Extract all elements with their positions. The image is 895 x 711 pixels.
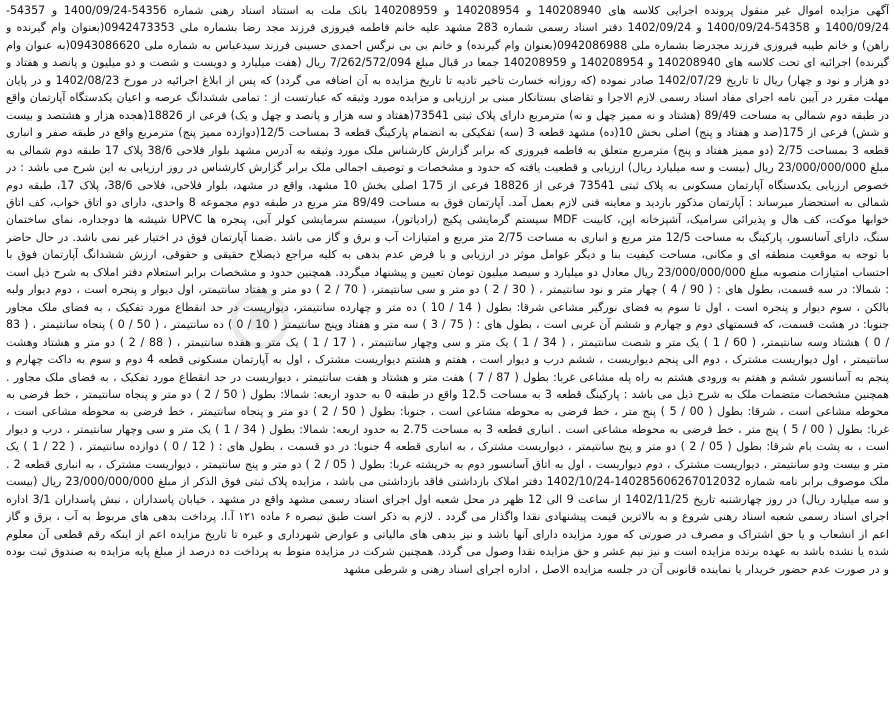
auction-notice-document <box>6 2 889 709</box>
notice-body-text: آگهی مزایده اموال غیر منقول پرونده اجرایی کلاسه های 140208940 و 140208954 و 140208959 بانک ملت به استناد اسناد رهنی شماره 54356-1400/09/24 و 54357-1400/09/24 و 54358-1400/09/24 و 1402/09/24 دفتر اسناد رسمی شماره 283 مشهد علیه خانم فاطمه فیروزی فرزند مجد رضا بشماره ملی 0942473353(بعنوان وام گیرنده و راهن) و خانم طیبه فیروزی فرزند مجدرضا بشماره ملی 0942086988(بعنوان وام گیرنده) و خانم بی بی نرگس احمدی حسینی فرزند سیدعباس به شماره ملی 0943086620(به عنوان وام گیرنده) اجرائیه ای تحت کلاسه های 140208940 و 140208954 و 140208959 جمعا در قبال مبلغ 7/262/572/094 ریال (هفت میلیارد و دویست و شصت و دو میلیون و پانصد و هفتاد و دو هزار و نود و چهار) ریال تا تاریخ 1402/07/29 صادر نموده (که روزانه خسارت تاخیر تادیه تا تاریخ مزایده به آن اضافه می گردد) که پس از ابلاغ اجرائیه در مورخ 1402/08/23 و در پایان مهلت مقرر در آیین نامه اجرای مفاد اسناد رسمی لازم الاجرا و تقاضای بستانکار مبنی بر ارزیابی و مزایده مورد وثیقه که عبارتست از : تمامی ششدانگ عرصه و اعیان یکدستگاه آپارتمان واقع در طبقه دوم شمالی به مساحت 89/49 (هشتاد و نه ممیز چهل و نه) مترمربع دارای پلاک ثبتی 73541(هفتاد و سه هزار و پانصد و چهل و یک) فرعی از 18826(هجده هزار و هشتصد و بیست و شش) فرعی از 175(صد و هفتاد و پنج) اصلی بخش 10(ده) مشهد قطعه 3 (سه) تفکیکی به انضمام پارکینگ قطعه 3 بمساحت 12/5(دوازده ممیز پنج) مترمربع واقع در طبقه صفر و انباری قطعه 3 بمساحت 2/75 (دو ممیز هفتاد و پنج) مترمربع متعلق به فاطمه فیروزی که برابر گزارش کارشناس ملک مورد وثیقه به آدرس مشهد بلوار فلاحی 38/6 پلاک 17 طبقه دوم شمالی به مبلغ 23/000/000/000 ریال (بیست و سه میلیارد ریال) ارزیابی و قطعیت یافته که حدود و مشخصات و توصیف اجمالی ملک برابر گزارش کارشناس در روز ارزیابی به این شرح می باشد : در خصوص ارزیابی یکدستگاه آپارتمان مسکونی به پلاک ثبتی 73541 فرعی از 18826 فرعی از 175 اصلی بخش 10 مشهد، واقع در مشهد، بلوار فلاحی، فلاحی 38/6، پلاک 17، طبقه دوم شمالی به استحضار میرساند : آپارتمان مذکور بازدید و معاینه فنی لازم بعمل آمد. آپارتمان فوق به مساحت 89/49 متر مربع در طبقه دوم مجموعه 8 واحدی، دارای دو اتاق خواب، کف اتاق خوابها موکت، کف هال و پذیرائی سرامیک، آشپزخانه اپن، کابینت MDF سیستم گرمایشی پکیج (رادیاتور)، سیستم سرمایشی کولر آبی، پنجره ها UPVC شیشه ها دوجداره، نمای ساختمان سنگ، دارای آسانسور، پارکینگ به مساحت 12/5 متر مربع و انباری به مساحت 2/75 متر مربع و امتیازات آب و برق و گاز می باشد .ضمنا آپارتمان فوق در اختیار غیر نمی باشد. در حال حاضر با توجه به موقعیت منطقه ای و مکانی، مساحت کیفیت بنا و دیگر عوامل موثر در ارزیابی و با فرض عدم بدهی به کلیه مراجع ذیصلاح حقیقی و حقوقی، ارزش ششدانگ آپارتمان فوق با احتساب امتیازات منصوبه مبلغ 23/000/000/000 ریال معادل دو میلیارد و سیصد میلیون تومان تعیین و پیشنهاد میگردد. همچنین حدود و مشخصات برابر استعلام دفتر املاک به شرح ذیل است : شمالا: در سه قسمت، بطول های : ( 90 / 4 ) چهار متر و نود سانتیمتر ، ( 30 / 2 ) دو متر و سی سانتیمتر، ( 70 / 2 ) دو متر و هفتاد سانتیمتر، اول دیوار و پنجره است ، دوم دیوار ولبه بالکن ، سوم دیوار و پنجره است ، اول تا سوم به فضای نورگیر مشاعی شرقا: بطول ( 14 / 10 ) ده متر و چهارده سانتیمتر، دیواریست در حد انقطاع مورد تفکیک ، به فضای ملک مجاور جنوبا: در هشت قسمت، که قسمتهای دوم و چهارم و ششم آن غربی است ، بطول های : ( 75 / 3 ) سه متر و هفتاد وپنج سانتیمتر ( 10 / 0 ) ده سانتیمتر ، ( 50 / 0 ) پنجاه سانتیمتر ، ( 83 / 0 ) هشتاد وسه سانتیمتر، ( 60 / 1 ) یک متر و شصت سانتیمتر ، ( 34 / 1 ) یک متر و سی وچهار سانتیمتر ، ( 17 / 1 ) یک متر و هفده سانتیمتر ، ( 88 / 2 ) دو متر و هشتاد وهشت سانتیمتر ، اول دیواریست مشترک ، دوم الی پنجم دیواریست ، ششم درب و دیوار است ، هفتم و هشتم دیواریست مشترک ، اول به آپارتمان مسکونی قطعه 4 دوم و سوم به داکت چهارم و پنجم به آسانسور ششم و هفتم به ورودی هشتم به راه پله مشاعی غربا: بطول ( 87 / 7 ) هفت متر و هشتاد و هفت سانتیمتر ، دیواریست در حد انقطاع مورد تفکیک ، به فضای ملک مجاور . همچنین مشخصات متضمات ملک به شرح ذیل می باشد : پارکینگ قطعه 3 به مساحت 12.5 واقع در طبقه 0 به حدود اربعه: شمالا: بطول ( 50 / 2 ) دو متر و پنجاه سانتیمتر ، خط فرضی به محوطه مشاعی است ، شرقا: بطول ( 00 / 5 ) پنج متر ، خط فرضی به محوطه مشاعی است ، جنوبا: بطول ( 50 / 2 ) دو متر و پنجاه سانتیمتر ، خط فرضی به محوطه مشاعی است ، غربا: بطول ( 00 / 5 ) پنج متر ، خط فرضی به محوطه مشاعی است . انباری قطعه 3 به مساحت 2.75 به حدود اربعه: شمالا: بطول ( 34 / 1 ) یک متر و سی وچهار سانتیمتر ، درب و دیوار است ، به پشت بام شرقا: بطول ( 05 / 2 ) دو متر و پنج سانتیمتر ، دیواریست مشترک ، به انباری قطعه 4 جنوبا: در دو قسمت ، بطول های : ( 12 / 0 ) دوازده سانتیمتر ، ( 22 / 1 ) یک متر و بیست ودو سانتیمتر ، دیواریست مشترک ، دوم دیواریست ، اول به اتاق آسانسور دوم به خرپشته غربا: بطول ( 05 / 2 ) دو متر و پنج سانتیمتر ، دیواریست مشترک ، به انباری قطعه 2 . ملک موصوف برابر نامه شماره 140285606267012032-1402/10/24 دفتر املاک بازداشتی فاقد بازداشتی می باشد ، مزایده پلاک ثبتی فوق الذکر از مبلغ 23/000/000/000 ریال (بیست و سه میلیارد ریال) در روز چهارشنبه تاریخ 1402/11/25 از ساعت 9 الی 12 ظهر در محل شعبه اول اجرای اسناد رسمی مشهد واقع در مشهد ، خیابان پاسداران ، نبش پاسداران 3/1 اداره اجرای اسناد رسمی شعبه اسناد رهنی شروع و به بالاترین قیمت پیشنهادی نقدا واگذار می گردد . لازم به ذکر است طبق تبصره ۶ ماده ۱۲۱ آ.ا. پرداخت بدهی های مربوط به آب ، برق و گاز اعم از انشعاب و یا حق اشتراک و مصرف در صورتی که مورد مزایده دارای آنها باشد و نیز بدهی های مالیاتی و عوارض شهرداری و غیره تا تاریخ مزایده اعم از اینکه رقم قطعی آن معلوم شده یا نشده باشد به عهده برنده مزایده است و نیز نیم عشر و حق مزایده نقدا وصول می گردد. همچنین شرکت در مزایده منوط به پرداخت ده درصد از مبلغ پایه مزایده به صندوق ثبت بوده و در صورت عدم حضور خریدار یا نماینده قانونی آن در جلسه مزایده الاصل ، اداره اجرای اسناد رهنی و شرطی مشهد <box>6 4 889 576</box>
